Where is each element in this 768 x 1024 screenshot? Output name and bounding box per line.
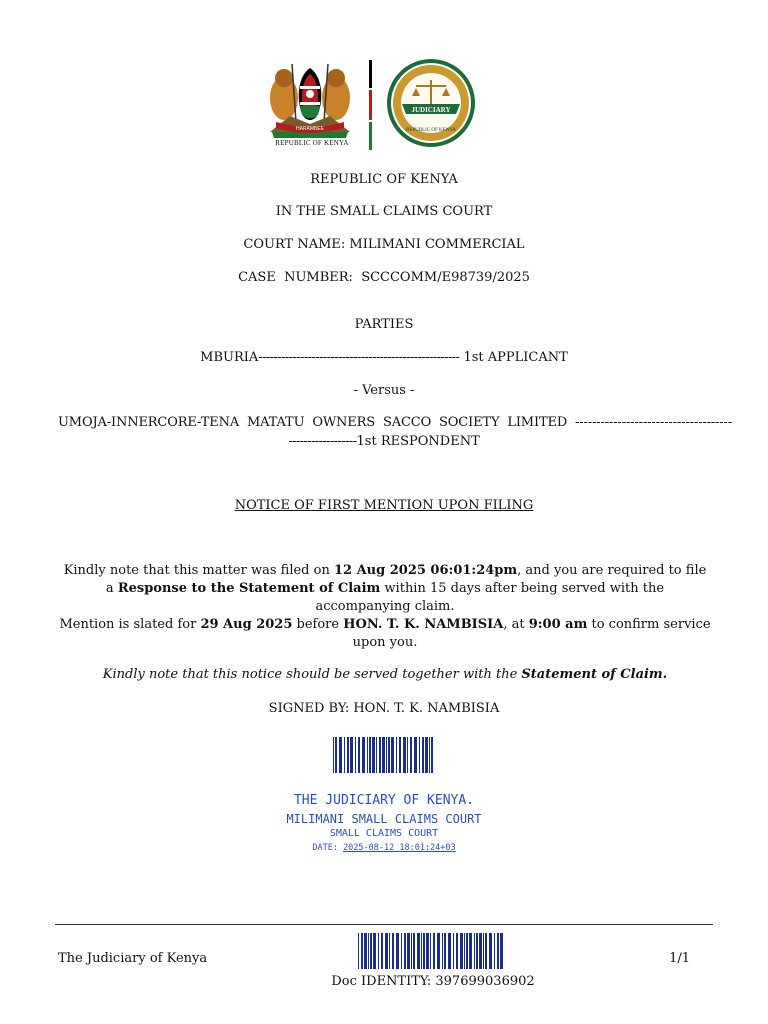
- barcode-bar: [385, 933, 388, 969]
- footer-org: The Judiciary of Kenya: [58, 951, 208, 966]
- barcode-bar: [425, 737, 428, 773]
- barcode-bar: [389, 933, 390, 969]
- stamp-line-2: MILIMANI SMALL CLAIMS COURT: [286, 812, 482, 826]
- stamp-line-3: SMALL CLAIMS COURT: [329, 828, 439, 839]
- barcode-bar: [417, 933, 420, 969]
- barcode-bar: [378, 933, 379, 969]
- barcode-bar: [469, 933, 472, 969]
- response-emphasis: Response to the Statement of Claim: [117, 581, 381, 596]
- barcode-bar: [407, 737, 408, 773]
- stamp-date-label: DATE:: [312, 843, 344, 853]
- body-text: , and you are required to file a: [105, 563, 707, 596]
- barcode-bar: [453, 933, 454, 969]
- barcode-bar: [479, 933, 482, 969]
- parties-heading: PARTIES: [354, 317, 414, 332]
- barcode-bar: [413, 933, 415, 969]
- barcode-bar: [367, 737, 368, 773]
- barcode-bar: [381, 933, 383, 969]
- judge-name: HON. T. K. NAMBISIA: [343, 617, 504, 632]
- applicant-role: 1st APPLICANT: [463, 350, 568, 365]
- statement-emphasis: Statement of Claim.: [521, 667, 668, 682]
- barcode-bar: [483, 933, 484, 969]
- applicant-line: [0, 350, 768, 365]
- barcode-bar: [333, 737, 334, 773]
- barcode-bar: [361, 933, 363, 969]
- barcode-bar: [386, 737, 387, 773]
- barcode-bar: [372, 737, 375, 773]
- barcode-bar: [419, 737, 420, 773]
- header-logos: [262, 56, 482, 152]
- barcode-bar: [382, 737, 385, 773]
- court-name: COURT NAME: MILIMANI COMMERCIAL: [243, 237, 525, 252]
- barcode-bar: [388, 737, 390, 773]
- applicant-name: MBURIA: [200, 350, 259, 365]
- barcode-bar: [339, 737, 342, 773]
- body-text: , at: [503, 617, 529, 632]
- barcode-bar: [347, 737, 349, 773]
- barcode-bar: [411, 933, 412, 969]
- stamp-line-1: THE JUDICIARY OF KENYA.: [293, 793, 474, 808]
- barcode-bar: [373, 933, 376, 969]
- service-note-text: Kindly note that this notice should be served together with the: [102, 667, 522, 682]
- applicant-dashes: -----------------------------------------------------: [258, 350, 460, 365]
- respondent-dashes: ------------------: [288, 434, 357, 449]
- barcode-bar: [350, 737, 353, 773]
- barcode-bar: [433, 933, 435, 969]
- barcode-icon: [333, 737, 435, 773]
- mention-date: 29 Aug 2025: [200, 617, 293, 632]
- barcode-bar: [500, 933, 503, 969]
- barcode-bar: [370, 933, 372, 969]
- versus-line: - Versus -: [353, 383, 415, 398]
- notice-body: [58, 562, 712, 652]
- coat-caption: REPUBLIC OF KENYA: [275, 139, 349, 147]
- body-text: Mention is slated for: [59, 617, 201, 632]
- service-note: [58, 666, 712, 684]
- barcode-bar: [368, 933, 369, 969]
- barcode-bar: [442, 933, 443, 969]
- barcode-bar: [335, 737, 337, 773]
- barcode-bar: [476, 933, 478, 969]
- flag-divider: [369, 60, 372, 150]
- case-number: CASE NUMBER: SCCCOMM/E98739/2025: [238, 270, 530, 285]
- barcode-bar: [464, 933, 465, 969]
- body-text: Kindly note that this matter was filed on: [63, 563, 334, 578]
- barcode-bar: [355, 737, 356, 773]
- court-heading: IN THE SMALL CLAIMS COURT: [275, 204, 493, 219]
- barcode-bar: [379, 737, 381, 773]
- footer-barcode: [358, 933, 506, 969]
- barcode-bar: [474, 933, 475, 969]
- barcode-bar: [344, 737, 345, 773]
- signed-by: SIGNED BY: HON. T. K. NAMBISIA: [268, 701, 500, 716]
- doc-identity: Doc IDENTITY: 397699036902: [331, 974, 535, 989]
- barcode-bar: [401, 933, 402, 969]
- barcode-bar: [404, 933, 406, 969]
- barcode-bar: [430, 933, 431, 969]
- barcode-bar: [369, 737, 371, 773]
- barcode-icon: [358, 933, 506, 969]
- barcode-bar: [403, 737, 406, 773]
- barcode-bar: [489, 933, 492, 969]
- notice-title: NOTICE OF FIRST MENTION UPON FILING: [234, 498, 534, 513]
- barcode-bar: [392, 933, 394, 969]
- filed-date: 12 Aug 2025 06:01:24pm: [333, 563, 518, 578]
- barcode-bar: [358, 933, 359, 969]
- barcode-bar: [456, 933, 458, 969]
- barcode-bar: [399, 737, 401, 773]
- body-text: within 15 days after being served with the accompanying claim.: [315, 581, 665, 614]
- barcode-bar: [444, 933, 446, 969]
- stamp-barcode: [333, 737, 435, 773]
- stamp-date-link[interactable]: 2025-08-12 18:01:24+03: [343, 843, 456, 853]
- svg-text:JUDICIARY: JUDICIARY: [411, 106, 451, 114]
- page-number: 1/1: [669, 951, 690, 966]
- svg-text:REPUBLIC OF KENYA: REPUBLIC OF KENYA: [405, 128, 457, 133]
- mention-time: 9:00 am: [528, 617, 588, 632]
- barcode-bar: [466, 933, 468, 969]
- barcode-bar: [497, 933, 499, 969]
- barcode-bar: [364, 933, 367, 969]
- barcode-bar: [362, 737, 365, 773]
- respondent-role: 1st RESPONDENT: [356, 434, 480, 449]
- barcode-bar: [494, 933, 495, 969]
- barcode-bar: [410, 737, 412, 773]
- barcode-bar: [448, 933, 451, 969]
- judiciary-seal-icon: [386, 58, 476, 148]
- barcode-bar: [485, 933, 487, 969]
- barcode-bar: [429, 737, 430, 773]
- body-text: to confirm service upon you.: [352, 617, 711, 650]
- republic-heading: REPUBLIC OF KENYA: [310, 172, 458, 187]
- barcode-bar: [358, 737, 360, 773]
- barcode-bar: [423, 933, 425, 969]
- barcode-bar: [460, 933, 463, 969]
- barcode-bar: [391, 737, 394, 773]
- barcode-bar: [376, 737, 377, 773]
- barcode-bar: [426, 933, 429, 969]
- barcode-bar: [431, 737, 433, 773]
- barcode-bar: [396, 737, 397, 773]
- barcode-bar: [396, 933, 399, 969]
- footer-divider: [55, 924, 713, 925]
- barcode-bar: [414, 737, 417, 773]
- barcode-bar: [422, 737, 424, 773]
- svg-text:HARAMBEE: HARAMBEE: [295, 126, 325, 132]
- kenya-coat-of-arms-icon: [262, 58, 358, 150]
- stamp-date: [0, 843, 768, 853]
- respondent-role-line: [0, 434, 768, 449]
- body-text: before: [292, 617, 344, 632]
- respondent-name: UMOJA-INNERCORE-TENA MATATU OWNERS SACCO SOCIETY LIMITED -------------------------------------: [58, 415, 733, 430]
- barcode-bar: [407, 933, 410, 969]
- barcode-bar: [437, 933, 440, 969]
- barcode-bar: [421, 933, 422, 969]
